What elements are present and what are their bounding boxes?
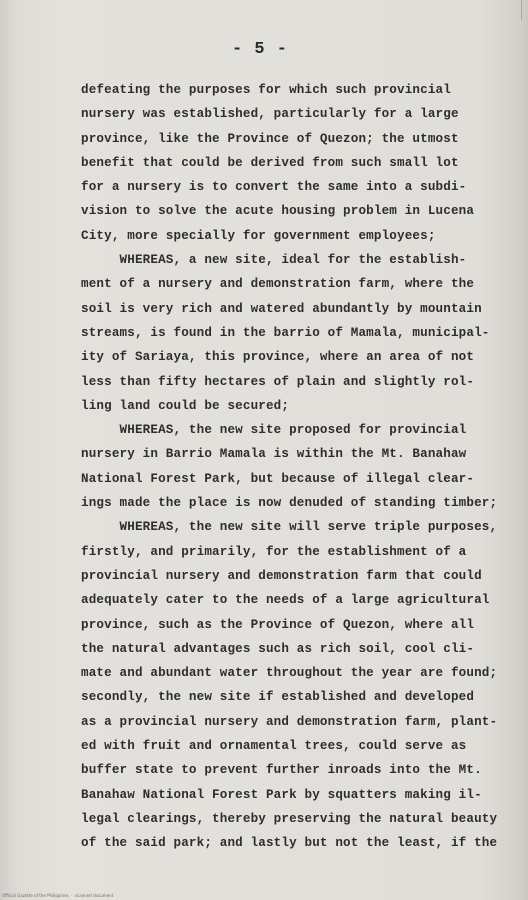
page-number: - 5 -: [231, 40, 288, 59]
text-line: Banahaw National Forest Park by squatters making il-: [81, 787, 482, 802]
text-line: WHEREAS, the new site proposed for provincial: [81, 423, 467, 438]
text-line: of the said park; and lastly but not the least, if the: [81, 836, 498, 851]
text-line: secondly, the new site if established and developed: [81, 690, 475, 705]
text-line: for a nursery is to convert the same into a subdi-: [81, 180, 467, 195]
text-line: buffer state to prevent further inroads into the Mt.: [81, 763, 482, 778]
text-line: legal clearings, thereby preserving the natural beauty: [81, 811, 498, 826]
text-line: ling land could be secured;: [81, 398, 290, 413]
text-line: firstly, and primarily, for the establishment of a: [81, 544, 467, 559]
text-line: ment of a nursery and demonstration farm, where the: [81, 277, 475, 292]
text-line: nursery was established, particularly for a large: [81, 107, 459, 122]
text-line: National Forest Park, but because of illegal clear-: [81, 471, 475, 486]
text-line: defeating the purposes for which such provincial: [81, 83, 451, 97]
text-line: WHEREAS, the new site will serve triple purposes,: [81, 520, 498, 535]
text-line: ed with fruit and ornamental trees, could serve as: [81, 739, 467, 754]
scan-footer: Official Gazette of the Philippines · scanned document: [2, 893, 114, 898]
text-line: adequately cater to the needs of a large agricultural: [81, 593, 490, 608]
text-line: nursery in Barrio Mamala is within the Mt. Banahaw: [81, 447, 467, 462]
body-text: [81, 78, 501, 856]
text-line: vision to solve the acute housing problem in Lucena: [81, 204, 475, 219]
text-line: WHEREAS, a new site, ideal for the establish-: [81, 253, 467, 268]
text-line: benefit that could be derived from such small lot: [81, 155, 459, 170]
text-line: ity of Sariaya, this province, where an area of not: [81, 350, 475, 365]
text-line: mate and abundant water throughout the year are found;: [81, 666, 498, 681]
text-line: provincial nursery and demonstration farm that could: [81, 568, 482, 583]
text-line: province, such as the Province of Quezon, where all: [81, 617, 475, 632]
text-line: streams, is found in the barrio of Mamala, municipal-: [81, 325, 490, 340]
text-line: as a provincial nursery and demonstration farm, plant-: [81, 714, 498, 729]
text-line: the natural advantages such as rich soil, cool cli-: [81, 641, 475, 656]
text-line: less than fifty hectares of plain and slightly rol-: [81, 374, 475, 389]
text-line: province, like the Province of Quezon; the utmost: [81, 131, 459, 146]
text-line: ings made the place is now denuded of standing timber;: [81, 496, 498, 511]
text-line: City, more specially for government employees;: [81, 228, 436, 243]
page-edge-mark: [521, 0, 522, 20]
text-line: soil is very rich and watered abundantly by mountain: [81, 301, 482, 316]
